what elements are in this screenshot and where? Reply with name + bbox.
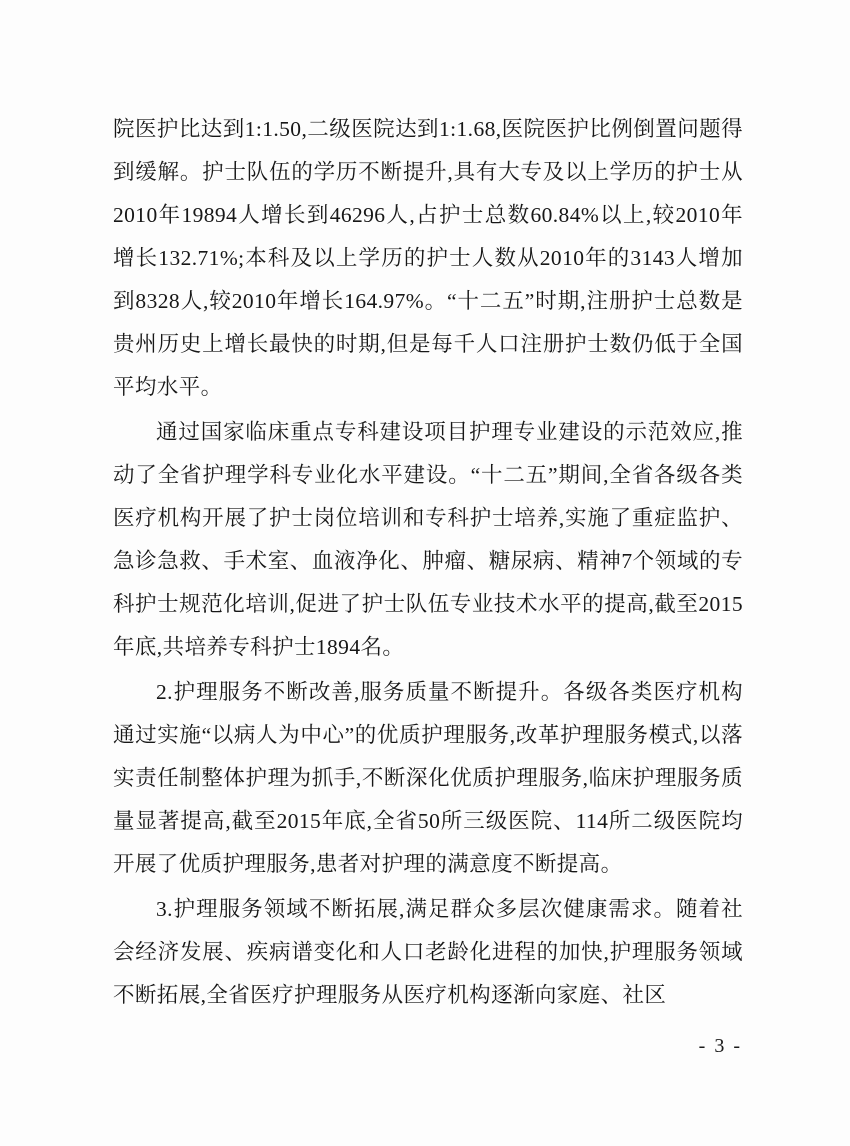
paragraph-4: 3.护理服务领域不断拓展,满足群众多层次健康需求。随着社会经济发展、疾病谱变化和人口老龄化进程的加快,护理服务领域不断拓展,全省医疗护理服务从医疗机构逐渐向家庭、社区 (113, 897, 743, 1007)
paragraph-3: 2.护理服务不断改善,服务质量不断提升。各级各类医疗机构通过实施“以病人为中心”的优质护理服务,改革护理服务模式,以落实责任制整体护理为抓手,不断深化优质护理服务,临床护理服务质量显著提高,截至2015年底,全省50所三级医院、114所二级医院均开展了优质护理服务,患者对护理的满意度不断提高。 (113, 680, 743, 876)
document-body (113, 108, 743, 1019)
page-number: - 3 - (698, 1035, 742, 1057)
paragraph-1: 院医护比达到1:1.50,二级医院达到1:1.68,医院医护比例倒置问题得到缓解。护士队伍的学历不断提升,具有大专及以上学历的护士从2010年19894人增长到46296人,占护士总数60.84%以上,较2010年增长132.71%;本科及以上学历的护士人数从2010年的3143人增加到8328人,较2010年增长164.97%。“十二五”时期,注册护士总数是贵州历史上增长最快的时期,但是每千人口注册护士数仍低于全国平均水平。 (113, 117, 743, 399)
paragraph-2: 通过国家临床重点专科建设项目护理专业建设的示范效应,推动了全省护理学科专业化水平建设。“十二五”期间,全省各级各类医疗机构开展了护士岗位培训和专科护士培养,实施了重症监护、急诊急救、手术室、血液净化、肿瘤、糖尿病、精神7个领域的专科护士规范化培训,促进了护士队伍专业技术水平的提高,截至2015年底,共培养专科护士1894名。 (113, 420, 743, 659)
